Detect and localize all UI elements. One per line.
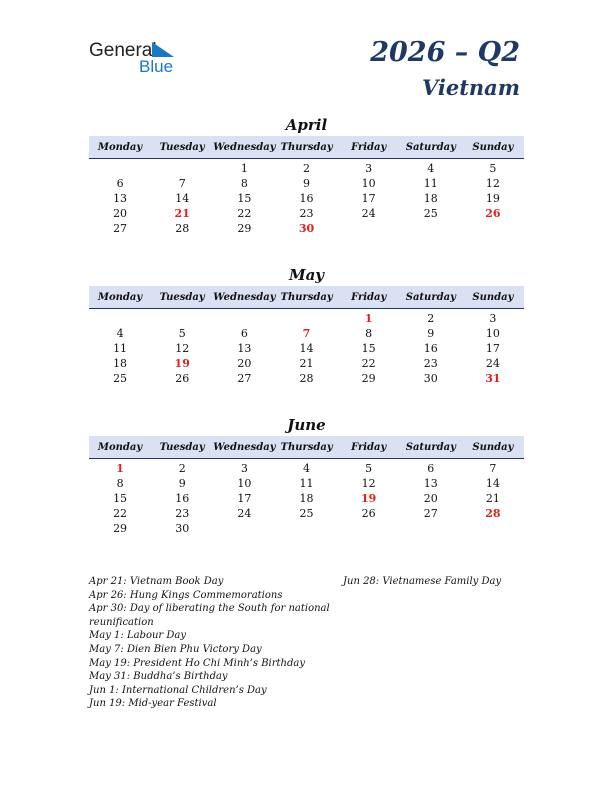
holiday-note: May 31: Buddha’s Birthday xyxy=(89,671,228,683)
day-cell: 10 xyxy=(237,477,252,490)
day-cell: 14 xyxy=(299,342,314,355)
day-cell: 27 xyxy=(423,507,438,520)
day-cell: 2 xyxy=(178,462,186,475)
day-cell: 19 xyxy=(360,492,377,505)
week-row xyxy=(89,341,524,356)
weekday-label: Monday xyxy=(97,141,143,153)
day-cell: 10 xyxy=(361,177,376,190)
week-row xyxy=(89,356,524,371)
day-cell xyxy=(89,311,151,326)
day-cell: 6 xyxy=(116,177,124,190)
day-cell xyxy=(338,221,400,236)
weekday-label: Sunday xyxy=(472,141,514,153)
holiday-notes-right xyxy=(343,575,501,589)
holiday-note: May 7: Dien Bien Phu Victory Day xyxy=(89,643,262,655)
day-cell xyxy=(213,311,275,326)
weekday-label: Sunday xyxy=(472,441,514,453)
day-cell: 25 xyxy=(299,507,314,520)
day-cell: 22 xyxy=(237,207,252,220)
weekday-label: Wednesday xyxy=(213,291,276,303)
weekday-header xyxy=(89,436,524,459)
day-cell: 27 xyxy=(113,222,128,235)
country-name: Vietnam xyxy=(421,75,520,100)
day-cell: 12 xyxy=(175,342,190,355)
day-cell: 13 xyxy=(113,192,128,205)
month-june xyxy=(89,416,524,536)
week-row xyxy=(89,506,524,521)
week-row xyxy=(89,521,524,536)
page-title: 2026 – Q2 xyxy=(370,37,520,68)
day-cell: 2 xyxy=(427,312,435,325)
day-cell: 22 xyxy=(113,507,128,520)
day-cell: 8 xyxy=(116,477,124,490)
day-cell xyxy=(275,311,337,326)
day-cell: 26 xyxy=(485,207,501,220)
day-cell xyxy=(151,161,213,176)
day-cell: 20 xyxy=(113,207,128,220)
day-cell: 6 xyxy=(240,327,248,340)
weekday-label: Saturday xyxy=(405,291,456,303)
day-cell: 3 xyxy=(240,462,248,475)
day-cell: 19 xyxy=(485,192,500,205)
day-cell: 13 xyxy=(237,342,252,355)
day-cell: 25 xyxy=(113,372,128,385)
day-cell: 22 xyxy=(361,357,376,370)
weekday-label: Tuesday xyxy=(159,141,205,153)
weekday-header xyxy=(89,286,524,309)
day-cell: 23 xyxy=(423,357,438,370)
day-cell: 24 xyxy=(485,357,500,370)
day-cell: 16 xyxy=(175,492,190,505)
day-cell: 4 xyxy=(427,162,435,175)
day-cell: 9 xyxy=(178,477,186,490)
day-cell: 17 xyxy=(361,192,376,205)
day-cell xyxy=(275,521,337,536)
day-cell: 18 xyxy=(423,192,438,205)
day-cell: 23 xyxy=(299,207,314,220)
day-cell xyxy=(400,221,462,236)
week-row xyxy=(89,176,524,191)
day-cell: 7 xyxy=(302,327,311,340)
day-cell: 29 xyxy=(361,372,376,385)
weekday-label: Friday xyxy=(351,141,387,153)
day-cell: 30 xyxy=(175,522,190,535)
day-cell: 23 xyxy=(175,507,190,520)
day-cell: 19 xyxy=(174,357,190,370)
week-row xyxy=(89,476,524,491)
day-cell: 15 xyxy=(237,192,252,205)
week-row xyxy=(89,221,524,236)
day-cell: 12 xyxy=(485,177,500,190)
day-cell: 20 xyxy=(237,357,252,370)
day-cell: 21 xyxy=(299,357,314,370)
weekday-label: Friday xyxy=(351,291,387,303)
day-cell: 26 xyxy=(175,372,190,385)
week-row xyxy=(89,326,524,341)
weekday-label: Monday xyxy=(97,291,143,303)
day-cell: 29 xyxy=(237,222,252,235)
day-cell: 24 xyxy=(237,507,252,520)
day-cell: 16 xyxy=(299,192,314,205)
day-cell: 27 xyxy=(237,372,252,385)
day-cell: 16 xyxy=(423,342,438,355)
day-cell: 25 xyxy=(423,207,438,220)
weekday-label: Thursday xyxy=(280,291,333,303)
day-cell: 1 xyxy=(116,462,124,475)
day-cell xyxy=(462,521,524,536)
day-cell: 21 xyxy=(485,492,500,505)
day-cell: 20 xyxy=(423,492,438,505)
holiday-note: Apr 21: Vietnam Book Day xyxy=(89,576,224,587)
weekday-label: Friday xyxy=(351,441,387,453)
day-cell: 2 xyxy=(302,162,310,175)
week-row xyxy=(89,491,524,506)
week-row xyxy=(89,191,524,206)
day-cell: 15 xyxy=(361,342,376,355)
day-cell: 18 xyxy=(113,357,128,370)
day-cell: 10 xyxy=(485,327,500,340)
day-cell xyxy=(213,521,275,536)
holiday-note: May 19: President Ho Chi Minh’s Birthday xyxy=(89,657,306,669)
holiday-note: May 1: Labour Day xyxy=(89,630,186,642)
day-cell xyxy=(151,311,213,326)
day-cell: 30 xyxy=(423,372,438,385)
month-name: June xyxy=(287,416,326,434)
day-cell: 28 xyxy=(485,507,501,520)
weekday-label: Tuesday xyxy=(159,291,205,303)
day-cell xyxy=(400,521,462,536)
weekday-label: Sunday xyxy=(472,291,514,303)
day-cell: 5 xyxy=(178,327,186,340)
day-cell: 8 xyxy=(240,177,248,190)
weekday-label: Wednesday xyxy=(213,441,276,453)
day-cell: 3 xyxy=(489,312,497,325)
day-cell: 6 xyxy=(427,462,435,475)
week-row xyxy=(89,161,524,176)
day-cell: 11 xyxy=(299,477,314,490)
day-cell: 18 xyxy=(299,492,314,505)
day-cell: 4 xyxy=(116,327,124,340)
holiday-note: Apr 26: Hung Kings Commemorations xyxy=(89,589,283,601)
day-cell: 30 xyxy=(298,222,315,235)
day-cell: 8 xyxy=(365,327,373,340)
day-cell: 26 xyxy=(361,507,376,520)
weekday-label: Tuesday xyxy=(159,441,205,453)
day-cell: 31 xyxy=(485,372,501,385)
month-april xyxy=(89,116,524,236)
holiday-note: Jun 19: Mid-year Festival xyxy=(89,698,217,710)
holiday-note: Jun 1: International Children’s Day xyxy=(89,684,267,696)
month-name: April xyxy=(285,116,328,134)
day-cell: 5 xyxy=(365,462,373,475)
day-cell: 3 xyxy=(365,162,373,175)
day-cell: 4 xyxy=(302,462,310,475)
weekday-header xyxy=(89,136,524,159)
day-cell: 29 xyxy=(113,522,128,535)
weekday-label: Wednesday xyxy=(213,141,276,153)
week-row xyxy=(89,371,524,386)
day-cell: 24 xyxy=(361,207,376,220)
day-cell: 1 xyxy=(240,162,248,175)
month-may xyxy=(89,266,524,386)
day-cell: 9 xyxy=(302,177,310,190)
day-cell: 7 xyxy=(489,462,497,475)
day-cell: 12 xyxy=(361,477,376,490)
weekday-label: Saturday xyxy=(405,141,456,153)
day-cell: 14 xyxy=(485,477,500,490)
day-cell: 7 xyxy=(178,177,186,190)
week-row xyxy=(89,206,524,221)
day-cell: 9 xyxy=(427,327,435,340)
day-cell: 14 xyxy=(175,192,190,205)
day-cell: 5 xyxy=(489,162,497,175)
day-cell: 11 xyxy=(113,342,128,355)
holiday-note: Jun 28: Vietnamese Family Day xyxy=(343,576,502,587)
logo-general-text: General xyxy=(89,40,157,61)
day-cell: 1 xyxy=(364,312,373,325)
week-row xyxy=(89,461,524,476)
day-cell: 28 xyxy=(299,372,314,385)
weekday-label: Thursday xyxy=(280,141,333,153)
day-cell: 28 xyxy=(175,222,190,235)
day-cell: 17 xyxy=(485,342,500,355)
logo-triangle-icon xyxy=(152,42,174,57)
holiday-note: Apr 30: Day of liberating the South for national xyxy=(89,603,330,615)
day-cell: 11 xyxy=(423,177,438,190)
day-cell xyxy=(338,521,400,536)
day-cell: 13 xyxy=(423,477,438,490)
week-row xyxy=(89,311,524,326)
day-cell: 21 xyxy=(174,207,190,220)
weekday-label: Saturday xyxy=(405,441,456,453)
day-cell xyxy=(462,221,524,236)
day-cell: 17 xyxy=(237,492,252,505)
day-cell: 15 xyxy=(113,492,128,505)
day-cell xyxy=(89,161,151,176)
weekday-label: Thursday xyxy=(280,441,333,453)
logo-blue-text: Blue xyxy=(139,57,174,76)
holiday-notes-left xyxy=(89,575,330,711)
holiday-note: reunification xyxy=(89,616,154,628)
month-name: May xyxy=(288,266,325,284)
weekday-label: Monday xyxy=(97,441,143,453)
